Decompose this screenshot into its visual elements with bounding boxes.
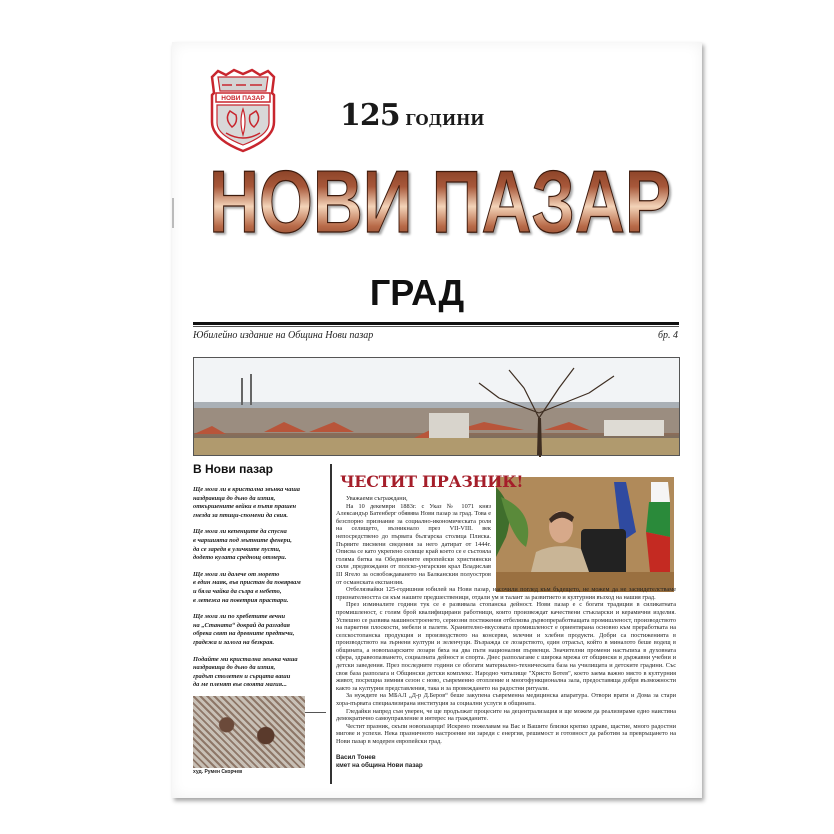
- poem-stanza: [193, 656, 326, 690]
- poem-line: гнезда за птици-спомени да свия.: [193, 511, 288, 519]
- poem-line: в един маяк, във пристан да повярвам: [193, 579, 301, 587]
- poem-stanza: [193, 486, 326, 520]
- masthead-title: [205, 152, 675, 251]
- poem-line: додето кулата среднощ отмери.: [193, 554, 287, 562]
- article-signature: [336, 754, 676, 770]
- artwork-caption: худ. Румен Скорчев: [193, 769, 243, 775]
- poem-line: Ще мога ли в кристална звънка чаша: [193, 486, 300, 493]
- artwork-image: [193, 696, 305, 768]
- poem-section-title: В Нови пазар: [193, 462, 273, 476]
- article-paragraph: През изминалите години тук се е развивала стопанска дейност. Нови пазар е с богати традиции в силикатната промишленост, с голям брой квалифицирани работници, които произвеждат качествени стъкларски и керамични изделия. Успешно се развива машиностроенето, сериозни постижения отбелязва дървопреработващата промишленост, производството на паркетни плоскости, мебели и палети. Хранително-вкусовата промишленост е ориентирана основно към преработката на селскостопанска продукция и производството на консерви, млечни и хлебни продукти. Добри са постиженията в производството на зърнени култури и зеленчуци. Възражда се лозарството, един отрасъл, който в миналото беше водещ в общината, а новопазарските лозари бяха на два пъти национални първенци. Значителни промени настъпиха в духовната сфера, здравеопазването, социалната дейност и спорта. Днес разполагаме с широка мрежа от общински и държавни учебни и детски заведения. През последните години се обогати материално-техническата база на училищата и детските градини. Със своя база разполага и Общински детски комплекс. Народно читалище "Христо Ботев", което заема важно място в културния живот, посрещна зимния сезон с ново, съвременно отопление и многофункционална зала, предоставяща добри възможности както за културни представления, така и за провеждането на радостни ритуали.: [336, 601, 676, 692]
- anniversary-word: години: [405, 105, 485, 131]
- panorama-scene: [194, 358, 679, 455]
- poem-stanzas: [193, 486, 326, 690]
- poem-line: Ще мога ли по хребетите вечни: [193, 613, 286, 621]
- article: [336, 467, 676, 770]
- article-greeting: Уважаеми съграждани,: [346, 495, 408, 502]
- issue-number: бр. 4: [657, 330, 678, 341]
- article-paragraph: Гледайки напред съм уверен, че ще продължат процесите на децентрализация и ще можем да реализираме едно наистина демократично самоуправление в интерес на гражданите.: [336, 707, 676, 723]
- poem-line: на „Станата“ докрай да разгадая: [193, 621, 290, 629]
- header-rule: [193, 322, 679, 325]
- poem-line: в летежа на поветрия прастари.: [193, 596, 289, 604]
- poem-line: и бяла чайка да съзра в небето,: [193, 587, 282, 595]
- poem-line: да се заредя в уличките пусти,: [193, 545, 281, 553]
- poem-stanza: [193, 613, 326, 647]
- article-paragraph: Честит празник, скъпи новопазарци! Искрено пожелавам на Вас и Вашите близки крепко здраве, щастие, много радостни мигове и успехи. Нека празничното настроение ни зареди с енергия, решимост и готовност да работим за превръщането на Нови пазар в модерен европейски град.: [336, 722, 676, 745]
- poem-line: Подайте ми кристална звънка чаша: [193, 655, 298, 663]
- article-paragraph: На 10 декември 1883г. с Указ № 1071 княз Александър Батенберг обявява Нови пазар за град. Това е безспорно признание за социално-икономическата роля на селището, възникнало през VII-VIII. век непосредствено до първата българска столица Плиска. Първите писмени сведения за него датират от 1444г. Описва се като укрепено селище край което се е състояла голяма битка на Обединените европейски християнски сили ,предвождани от полско-унгарския крал Владислав III Ягело за освобождаването на Балканския полуостров от османската експанзия.: [336, 502, 491, 586]
- town-panorama-photo: [193, 357, 680, 456]
- poem-line: в чаршията под мътните фенери,: [193, 536, 292, 544]
- poem-line: градът столетен и сърцата ваши: [193, 672, 291, 680]
- poem-line: откършените вейки в пътя прашен: [193, 503, 297, 511]
- town-crest-icon: [208, 67, 278, 153]
- article-body: [336, 495, 676, 746]
- anniversary-number: 125: [340, 98, 400, 133]
- masthead-subhead: ГРАД: [369, 272, 465, 313]
- edition-subtitle: Юбилейно издание на Община Нови пазар: [193, 330, 374, 341]
- poem-line: градежа и залога на безкрая.: [193, 638, 275, 646]
- crest-label: НОВИ ПАЗАР: [221, 95, 265, 102]
- poem-stanza: [193, 528, 326, 562]
- header-rule-thin: [193, 326, 679, 327]
- signature-title: кмет на община Нови пазар: [336, 761, 423, 769]
- article-headline: ЧЕСТИТ ПРАЗНИК!: [340, 472, 524, 491]
- column-divider: [330, 464, 332, 784]
- article-paragraph: Отбелязвайки 125-годишния юбилей на Нови пазар, насочили поглед към бъдещето, не можем да не засвидетелстваме признателността си към нашите предшественици, отдали ум и талант за развитието и културния възход на нашия град.: [336, 586, 676, 601]
- page-edge: [172, 198, 174, 228]
- poem-line: обрeка свят на древните предтечи,: [193, 630, 295, 638]
- poem-line: наздравица до дъно да изпия,: [193, 664, 276, 672]
- poem-line: да ме пленят във своята магия...: [193, 681, 287, 689]
- poem-line: Ще мога ли далече от морето: [193, 570, 280, 578]
- poem-line: наздравица до дъно да изпия,: [193, 494, 276, 502]
- article-paragraph: За нуждите на МБАЛ „Д-р Д.Беров“ беше закупена съвременна медицинска апаратура. Отвори врати и Дома за стари хора-първата специализирана институция за социални услуги в общината.: [336, 692, 676, 708]
- poem-column: [193, 462, 326, 713]
- poem-stanza: [193, 571, 326, 605]
- signature-name: Васил Тонев: [336, 753, 376, 761]
- anniversary-title: [340, 98, 484, 133]
- masthead-text: НОВИ ПАЗАР: [209, 152, 671, 251]
- poem-line: Ще мога ли кепенците да спусна: [193, 528, 287, 536]
